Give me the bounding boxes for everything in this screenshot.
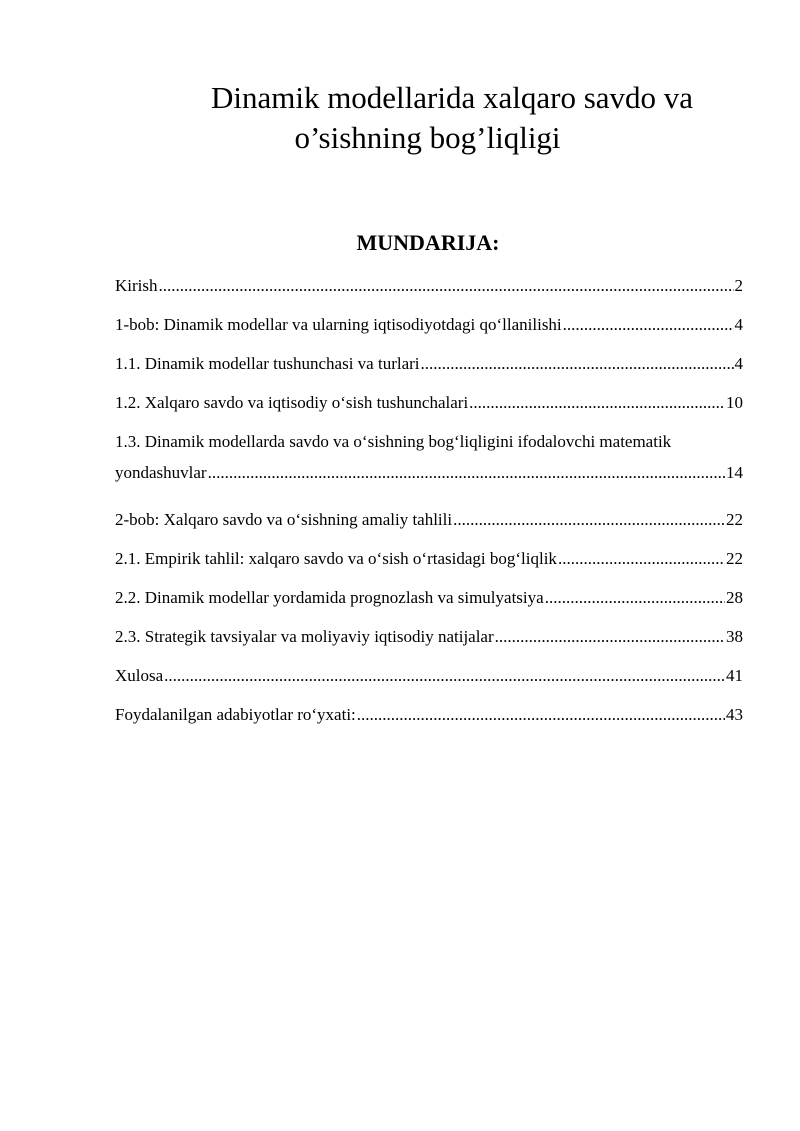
toc-leader-dots	[421, 348, 734, 379]
toc-entry-text: 2.3. Strategik tavsiyalar va moliyaviy iqtisodiy natijalar	[115, 627, 494, 646]
toc-entry-section-2-1[interactable]	[115, 543, 743, 582]
toc-entry-chapter-2[interactable]	[115, 504, 743, 543]
toc-leader-dots	[469, 387, 725, 418]
toc-page-number: 41	[726, 666, 743, 685]
toc-leader-dots	[558, 543, 725, 574]
toc-leader-dots	[164, 660, 725, 691]
toc-page-number: 22	[726, 549, 743, 568]
toc-leader-dots	[357, 699, 725, 730]
toc-entry-references[interactable]	[115, 699, 743, 738]
title-line-2: o’sishning bog’liqligi	[294, 120, 561, 155]
toc-entry-kirish[interactable]	[115, 270, 743, 309]
toc-leader-dots	[453, 504, 725, 535]
toc-entry-text: Kirish	[115, 276, 158, 295]
toc-page-number: 14	[726, 463, 743, 482]
toc-page-number: 10	[726, 393, 743, 412]
toc-entry-text: Foydalanilgan adabiyotlar ro‘yxati:	[115, 705, 356, 724]
toc-entry-section-1-3[interactable]	[115, 426, 743, 504]
toc-entry-text: 1-bob: Dinamik modellar va ularning iqtisodiyotdagi qo‘llanilishi	[115, 315, 562, 334]
toc-entry-text-line-1: 1.3. Dinamik modellarda savdo va o‘sishning bog‘liqligini ifodalovchi matematik	[115, 432, 672, 451]
toc-entry-section-1-2[interactable]	[115, 387, 743, 426]
toc-page-number: 22	[726, 510, 743, 529]
title-line-1: Dinamik modellarida xalqaro savdo va	[210, 80, 694, 115]
toc-entry-text: Xulosa	[115, 666, 164, 685]
toc-entry-xulosa[interactable]	[115, 660, 743, 699]
toc-entry-section-2-2[interactable]	[115, 582, 743, 621]
toc-entry-section-1-1[interactable]	[115, 348, 743, 387]
toc-entry-text: 2.2. Dinamik modellar yordamida prognozlash va simulyatsiya	[115, 588, 544, 607]
toc-entry-text: 2-bob: Xalqaro savdo va o‘sishning amaliy tahlili	[115, 510, 453, 529]
toc-leader-dots	[495, 621, 725, 652]
toc-leader-dots	[208, 457, 725, 488]
toc-page-number: 2	[734, 276, 743, 295]
toc-page-number: 28	[726, 588, 743, 607]
toc-entry-text: 2.1. Empirik tahlil: xalqaro savdo va o‘sish o‘rtasidagi bog‘liqlik	[115, 549, 557, 568]
toc-leader-dots	[545, 582, 725, 613]
toc-page-number: 4	[734, 354, 743, 373]
toc-entry-text: 1.2. Xalqaro savdo va iqtisodiy o‘sish tushunchalari	[115, 393, 469, 412]
document-title	[0, 78, 800, 158]
toc-page-number: 43	[726, 705, 743, 724]
toc-heading: MUNDARIJA:	[356, 230, 500, 255]
toc-page-number: 4	[734, 315, 743, 334]
toc-page-number: 38	[726, 627, 743, 646]
toc-entry-text: 1.1. Dinamik modellar tushunchasi va turlari	[115, 354, 420, 373]
toc-entry-section-2-3[interactable]	[115, 621, 743, 660]
toc-entry-chapter-1[interactable]	[115, 309, 743, 348]
toc-leader-dots	[563, 309, 734, 340]
table-of-contents	[115, 270, 743, 738]
toc-entry-text: yondashuvlar	[115, 463, 207, 482]
toc-leader-dots	[159, 270, 734, 301]
